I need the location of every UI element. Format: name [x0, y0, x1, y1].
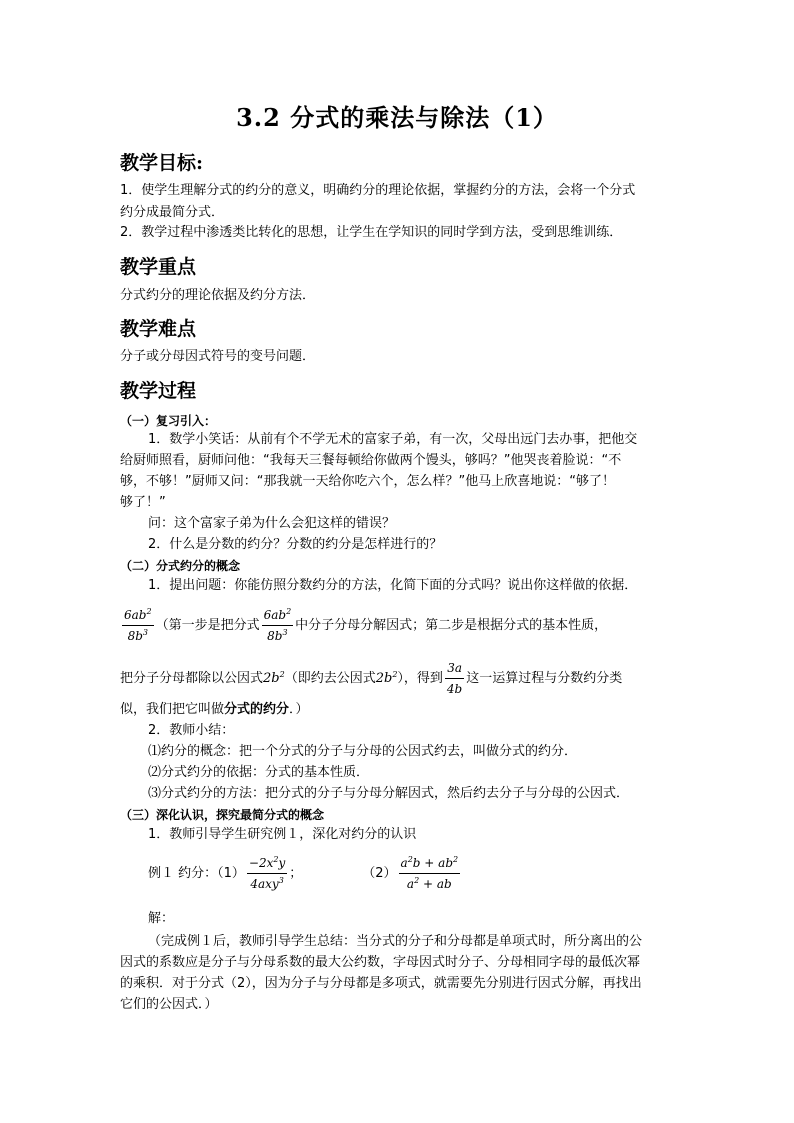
- frac1b-numerator: 6ab: [263, 608, 287, 622]
- objectives-line-2: 约分成最简分式．: [120, 205, 225, 220]
- gcf-base: 2b: [263, 671, 280, 686]
- ex2-num-b-exp: 2: [453, 855, 459, 864]
- frac1-denominator: 8b: [127, 629, 143, 643]
- frac1-numerator: 6ab: [124, 608, 147, 622]
- ex1-numerator-tail: y: [278, 856, 286, 870]
- solution-label: 解：: [148, 911, 175, 926]
- key-points-heading: 教学重点: [120, 256, 197, 278]
- s2-line-3a: 把分子分母都除以公因式: [120, 671, 264, 686]
- s2-line-3d: 这一运算过程与分数约分类: [466, 671, 623, 686]
- s3-conclusion-1: （完成例１后，教师引导学生总结：当分式的分子和分母都是单项式时，所分离出的公: [148, 934, 643, 949]
- s2-line-3b: （即约去公因式: [284, 671, 376, 686]
- ex2-num-a-exp: 2: [407, 855, 413, 864]
- objectives-line-1: 1．使学生理解分式的约分的意义，明确约分的理论依据，掌握约分的方法，会将一个分式: [120, 183, 636, 198]
- ex2-den-a: a: [406, 877, 415, 891]
- example-label: 例１ 约分：（1）: [148, 866, 245, 881]
- ex1-numerator: −2x: [248, 856, 274, 870]
- term-fraction-reduction: 分式的约分: [224, 702, 290, 717]
- fraction-6ab2-over-8b3: [122, 606, 154, 645]
- example-fraction-2: [399, 854, 461, 893]
- s3-conclusion-3: 的乘积．对于分式（2），因为分子与分母都是多项式，就需要先分别进行因式分解，再找出: [120, 976, 642, 991]
- frac2-denominator: 4b: [446, 682, 463, 696]
- ex2-den-a-exp: 2: [414, 876, 420, 885]
- fraction-3a-over-4b: [445, 659, 464, 698]
- s1-line-6: 2．什么是分数的约分？分数的约分是怎样进行的？: [148, 537, 443, 552]
- section-3-title: （三）深化认识，探究最简分式的概念: [120, 808, 325, 822]
- objectives-line-3: 2．教学过程中渗透类比转化的思想，让学生在学知识的同时学到方法，受到思维训练．: [120, 225, 623, 240]
- example-2-label: （2）: [362, 866, 397, 881]
- s2-line-6: ⑴约分的概念：把一个分式的分子与分母的公因式约去，叫做分式的约分．: [148, 744, 578, 759]
- ex1-numerator-exp: 2: [273, 855, 279, 864]
- ex2-den-b: + ab: [419, 877, 452, 891]
- key-points-text: 分式约分的理论依据及约分方法．: [120, 288, 316, 303]
- frac2-numerator: 3a: [445, 659, 464, 679]
- process-heading: 教学过程: [120, 380, 197, 402]
- ex2-num-b: b + ab: [412, 856, 453, 870]
- gcf-base-2: 2b: [375, 671, 393, 686]
- example-1: [148, 854, 462, 893]
- s2-line-4c: ．）: [289, 702, 309, 717]
- s3-line-1: 1．教师引导学生研究例１，深化对约分的认识: [148, 827, 417, 842]
- s3-conclusion-2: 因式的系数应是分子与分母系数的最大公约数，字母因式时分子、分母相同字母的最低次幂: [120, 955, 641, 970]
- ex2-num-a: a: [400, 856, 408, 870]
- s2-line-3: [120, 659, 622, 698]
- s1-line-2: 给厨师照看，厨师问他：“我每天三餐每顿给你做两个馒头，够吗？”他哭丧着脸说：“不: [120, 453, 622, 468]
- gcf-exp-2: 2: [392, 670, 398, 679]
- s2-line-8: ⑶分式约分的方法：把分式的分子与分母分解因式，然后约去分子与分母的公因式．: [148, 786, 630, 801]
- s2-line-2b: 中分子分母分解因式；第二步是根据分式的基本性质，: [295, 618, 608, 633]
- s2-line-7: ⑵分式约分的依据：分式的基本性质．: [148, 765, 370, 780]
- example-separator: ；: [289, 866, 303, 881]
- difficulties-text: 分子或分母因式符号的变号问题．: [120, 349, 316, 364]
- gcf-exp: 2: [279, 670, 285, 679]
- objectives-heading: 教学目标:: [120, 152, 204, 174]
- s2-line-2: [120, 606, 607, 645]
- gcf-expression: [263, 671, 285, 686]
- s2-line-1: 1．提出问题：你能仿照分数约分的方法，化简下面的分式吗？说出你这样做的依据．: [148, 578, 638, 593]
- frac1-denominator-exp: 3: [142, 628, 148, 637]
- frac1-numerator-exp: 2: [146, 607, 152, 616]
- s1-line-5: 问：这个富家子弟为什么会犯这样的错误？: [148, 516, 396, 531]
- page-title: 3.2 分式的乘法与除法（1）: [236, 103, 558, 132]
- example-fraction-1: [247, 854, 287, 893]
- s2-line-4a: 似，我们把它叫做: [120, 702, 225, 717]
- frac1b-numerator-exp: 2: [286, 607, 292, 616]
- gcf-expression-2: [376, 671, 398, 686]
- ex1-denominator-exp: 3: [278, 876, 284, 885]
- frac1b-denominator-exp: 3: [282, 628, 288, 637]
- s2-line-3c: ），得到: [397, 671, 443, 686]
- s2-line-2a: （第一步是把分式: [155, 618, 260, 633]
- ex1-denominator: 4axy: [250, 877, 279, 891]
- s1-line-1: 1．数学小笑话：从前有个不学无术的富家子弟，有一次，父母出远门去办事，把他交: [148, 432, 638, 447]
- section-1-title: （一）复习引入：: [120, 414, 217, 428]
- section-2-title: （二）分式约分的概念: [120, 559, 241, 573]
- s1-line-3: 够，不够！”厨师又问：“那我就一天给你吃六个，怎么样？”他马上欣喜地说：“够了！: [120, 474, 615, 489]
- s1-line-4: 够了！”: [120, 495, 166, 510]
- s2-line-4: [120, 701, 309, 719]
- s2-line-5: 2．教师小结：: [148, 723, 235, 738]
- difficulties-heading: 教学难点: [120, 318, 197, 340]
- s3-conclusion-4: 它们的公因式．）: [120, 997, 218, 1012]
- frac1b-denominator: 8b: [267, 629, 283, 643]
- fraction-6ab2-over-8b3-inline: [262, 606, 294, 645]
